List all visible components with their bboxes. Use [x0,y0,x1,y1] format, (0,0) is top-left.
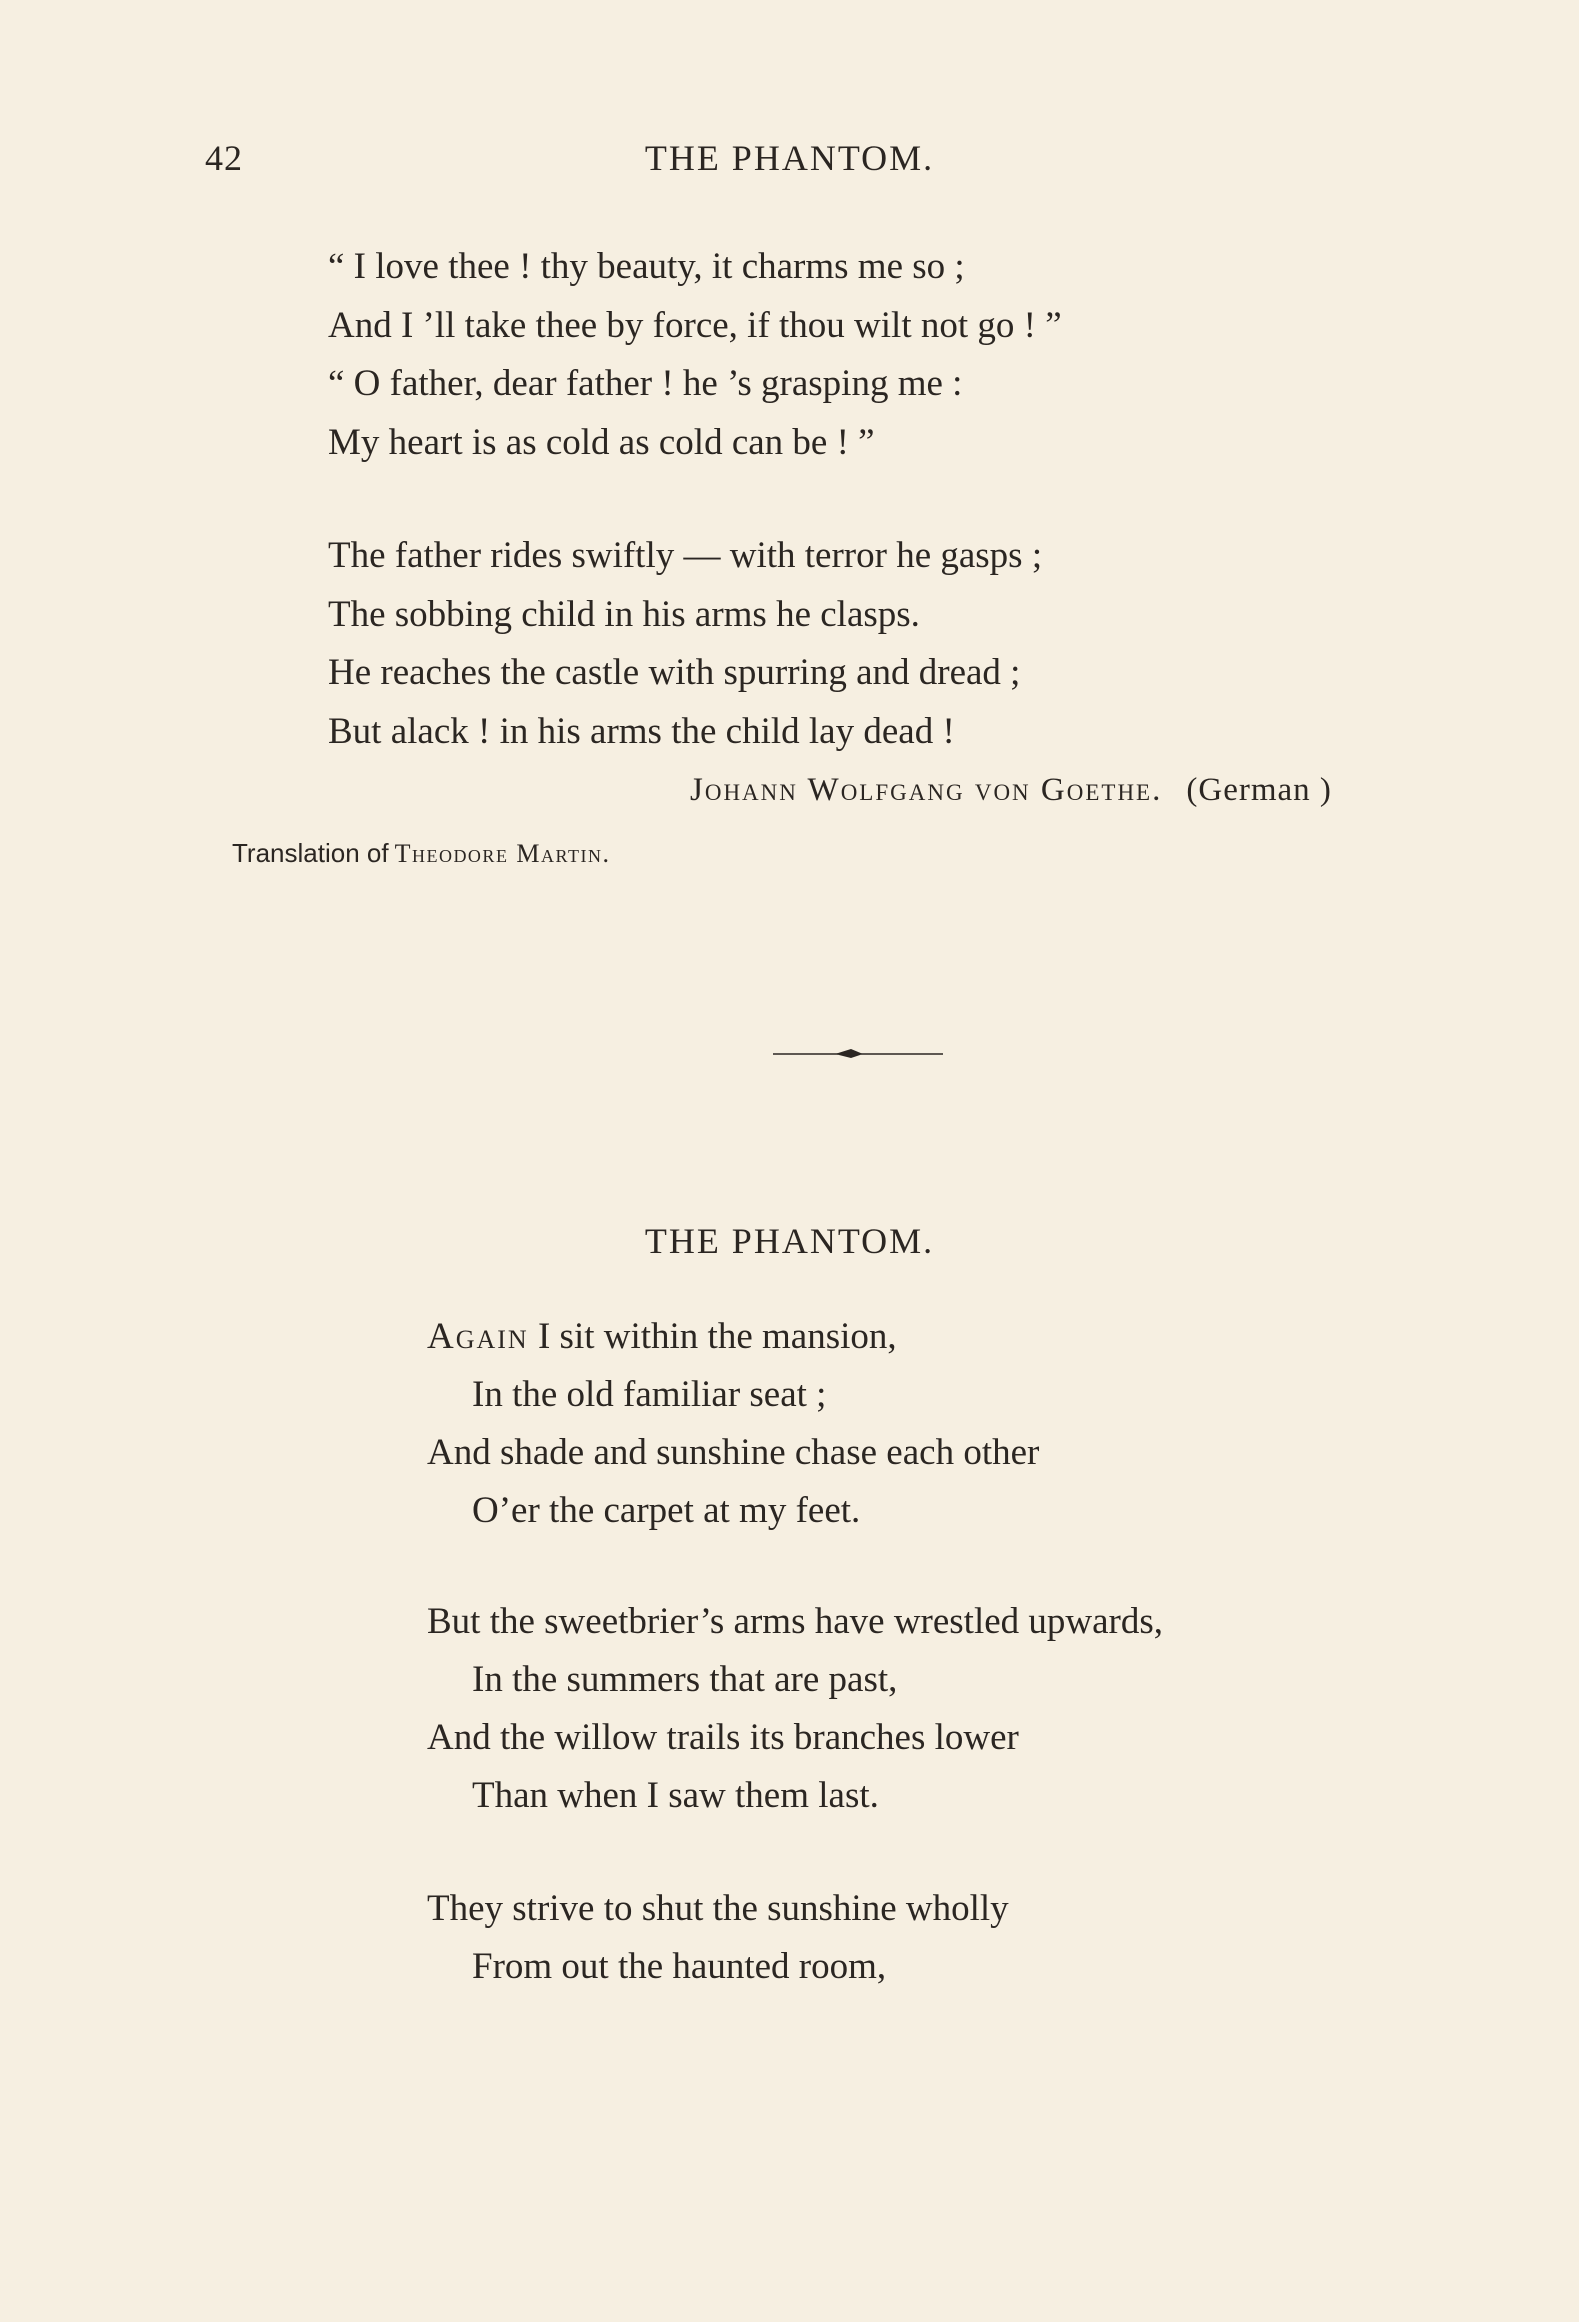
verse-line [427,1308,1039,1366]
verse-line: My heart is as cold as cold can be ! ” [328,421,875,463]
verse-line: O’er the carpet at my feet. [472,1490,861,1531]
verse-line: And shade and sunshine chase each other [427,1432,1040,1473]
language-note: (German ) [1186,772,1332,808]
verse-line: But the sweetbrier’s arms have wrestled upwards, [427,1601,1164,1642]
poem-stanza-1 [427,1308,1039,1540]
verse-line: “ O father, dear father ! he ’s grasping me : [328,363,963,404]
verse-line: And I ’ll take thee by force, if thou wilt not go ! ” [328,304,1062,346]
poem-stanza-3 [427,1880,1009,1996]
opening-word: Again [427,1316,529,1357]
stanza-1 [328,238,1062,472]
verse-line: In the summers that are past, [472,1659,898,1700]
verse-line: And the willow trails its branches lower [427,1717,1019,1758]
verse-line: The father rides swiftly — with terror he gasps ; [328,535,1043,576]
verse-line: From out the haunted room, [472,1946,887,1987]
translator-name: Theodore Martin. [394,839,611,868]
verse-line: “ I love thee ! thy beauty, it charms me so ; [328,246,965,287]
verse-line: In the old familiar seat ; [472,1374,827,1415]
translation-label: Translation of [232,838,389,868]
author-name: Johann Wolfgang von Goethe. [690,772,1163,808]
author-attribution [690,772,1332,809]
poem-title: THE PHANTOM. [644,1221,935,1261]
section-divider-ornament [773,1044,943,1064]
page-number: 42 [205,138,243,178]
verse-text: I sit within the mansion, [528,1316,897,1357]
verse-line: But alack ! in his arms the child lay dead ! [328,710,955,752]
stanza-2 [328,527,1042,761]
verse-line: Than when I saw them last. [472,1775,879,1816]
translation-credit [232,838,610,869]
verse-line: They strive to shut the sunshine wholly [427,1888,1009,1929]
verse-line: He reaches the castle with spurring and dread ; [328,652,1021,693]
running-title: THE PHANTOM. [644,138,935,178]
poem-stanza-2 [427,1593,1163,1825]
verse-line: The sobbing child in his arms he clasps. [328,593,920,635]
